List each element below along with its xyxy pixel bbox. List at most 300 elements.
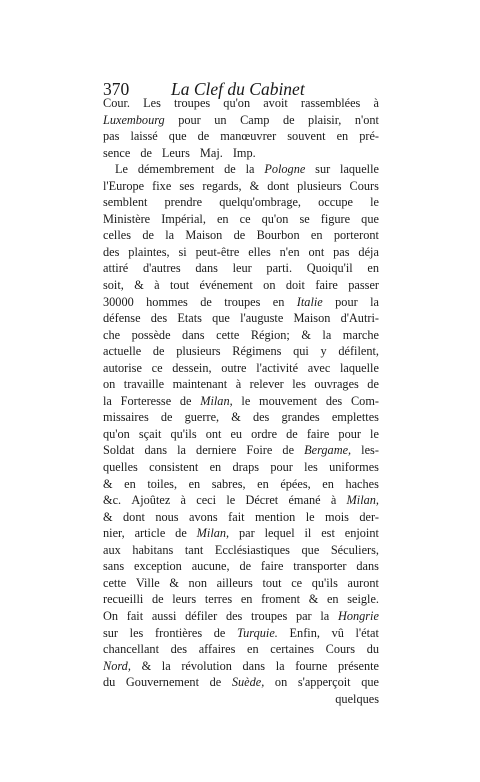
word: on <box>263 278 276 293</box>
word: qu'on <box>103 426 130 441</box>
text-line <box>103 95 379 112</box>
word: on <box>103 377 116 392</box>
word: consistent <box>149 460 199 475</box>
word: auront <box>347 575 379 590</box>
word: ses <box>179 178 195 193</box>
word: leurs <box>172 592 197 607</box>
word: en <box>322 476 334 491</box>
word: on <box>274 675 288 690</box>
word: fait <box>228 509 245 524</box>
word: Ministère <box>103 211 151 226</box>
word: rassemblées <box>300 96 361 110</box>
word: Ecclésiastiques <box>214 542 290 557</box>
word: défilent, <box>338 344 379 359</box>
word: en <box>216 211 229 226</box>
text-line <box>103 509 379 526</box>
word: certaines <box>270 642 314 657</box>
word: en <box>188 476 201 491</box>
word: Milan, <box>200 393 233 408</box>
word: Forteresse <box>120 393 172 408</box>
word: que <box>168 129 187 144</box>
word: en <box>310 228 323 243</box>
word: le <box>370 426 379 441</box>
text-line <box>103 442 379 459</box>
word: par <box>295 608 312 623</box>
word: n'ont <box>354 112 379 127</box>
text-line <box>103 294 379 311</box>
word: de <box>175 526 187 541</box>
text-line <box>103 641 379 658</box>
word: de <box>367 377 379 392</box>
word: cette <box>216 327 240 342</box>
word: & <box>103 509 113 524</box>
word: missaires <box>103 410 149 425</box>
word: emplettes <box>331 410 379 425</box>
word: vû <box>331 625 344 640</box>
word: déja <box>358 244 379 259</box>
word: ont <box>308 244 325 259</box>
word: Bourbon <box>256 228 300 243</box>
word: tout <box>170 278 190 293</box>
word: celles <box>103 228 131 243</box>
text-line <box>103 459 379 476</box>
word: elles <box>248 244 271 259</box>
word: ordre <box>251 426 278 441</box>
word: que <box>212 311 230 326</box>
word: fixe <box>152 178 172 193</box>
word: faire <box>315 278 338 293</box>
word: de <box>151 592 164 607</box>
word: ce <box>151 360 163 375</box>
word: quelles <box>103 460 138 475</box>
word: mouvement <box>259 393 318 408</box>
word: che <box>103 327 121 342</box>
word: présente <box>338 658 379 673</box>
word: avoit <box>263 96 288 110</box>
word: fourne <box>295 658 328 673</box>
word: occupe <box>318 195 353 210</box>
word: Ville <box>135 575 160 590</box>
word: marche <box>342 327 379 342</box>
word: ceci <box>196 493 217 508</box>
word: sur <box>103 625 119 640</box>
word: des <box>225 608 243 623</box>
word: possède <box>131 327 171 342</box>
word: faire <box>306 426 330 441</box>
word: plusieurs <box>297 178 342 193</box>
word: s'apperçoit <box>297 675 351 690</box>
text-line <box>103 244 379 261</box>
word: Foire <box>246 443 273 458</box>
word: outre <box>221 360 247 375</box>
word: regards, <box>202 178 242 193</box>
word: en <box>247 642 259 657</box>
word: est <box>321 526 335 541</box>
text-line <box>103 310 379 327</box>
word: draps <box>232 460 260 475</box>
word: ailleurs <box>216 575 253 590</box>
word: Le <box>115 162 128 177</box>
word: de <box>224 162 236 177</box>
word: plaisir, <box>308 112 342 127</box>
word: n'en <box>279 244 300 259</box>
word: Milan, <box>346 493 379 508</box>
word: grandes <box>281 410 320 425</box>
word: dont <box>123 509 145 524</box>
word: les <box>292 377 306 392</box>
text-line <box>103 591 379 608</box>
word: der- <box>359 509 379 524</box>
word: Région; <box>250 327 290 342</box>
word: événement <box>199 278 253 293</box>
word: la <box>370 294 379 309</box>
word: exception <box>134 559 182 574</box>
word: de <box>213 625 226 640</box>
word: cette <box>103 575 127 590</box>
word: Régimens <box>232 344 282 359</box>
word: du <box>103 675 116 690</box>
word: dans <box>356 559 379 574</box>
word: Séculiers, <box>330 542 379 557</box>
word: ce <box>239 211 251 226</box>
word: d'Autri- <box>340 311 379 326</box>
word: qu'on <box>223 96 251 110</box>
word: prendre <box>164 195 203 210</box>
word: l'Europe <box>103 178 145 193</box>
running-title: La Clef du Cabinet <box>171 79 305 99</box>
word: en <box>209 460 222 475</box>
word: sans <box>103 559 125 574</box>
word: Leurs <box>161 145 190 160</box>
word: de <box>200 294 212 309</box>
text-line <box>103 194 379 211</box>
word: de <box>160 410 173 425</box>
word: leur <box>232 261 252 276</box>
word: passer <box>348 278 379 293</box>
text-line <box>103 409 379 426</box>
text-line <box>103 625 379 642</box>
word: se <box>299 211 310 226</box>
word: &c. <box>103 493 122 508</box>
word: terres <box>204 592 233 607</box>
word: sabres, <box>211 476 246 491</box>
word: nier, <box>103 526 125 541</box>
text-line <box>103 525 379 542</box>
word: épées, <box>280 476 311 491</box>
word: de <box>282 112 295 127</box>
word: de <box>286 426 298 441</box>
word: le <box>370 195 379 210</box>
word: Ajoûtez <box>131 493 171 508</box>
word: Pologne <box>264 162 306 177</box>
catchword: quelques <box>335 691 379 706</box>
word: dans <box>195 261 218 276</box>
word: en <box>240 592 253 607</box>
word: mention <box>254 509 296 524</box>
word: en <box>326 592 339 607</box>
word: fait <box>126 608 144 623</box>
word: sçait <box>138 426 162 441</box>
word: seigle. <box>347 592 379 607</box>
word: Milan, <box>196 526 230 541</box>
word: Cour. <box>103 96 130 110</box>
word: démembrement <box>137 162 215 177</box>
word: dont <box>267 178 290 193</box>
word: de <box>152 344 165 359</box>
word: des <box>325 393 343 408</box>
word: à <box>154 278 160 293</box>
word: ce <box>291 575 303 590</box>
word: plusieurs <box>176 344 221 359</box>
text-line <box>103 343 379 360</box>
word: de <box>233 228 246 243</box>
word: Luxembourg <box>103 112 165 127</box>
word: de <box>239 559 252 574</box>
word: y <box>320 344 327 359</box>
word: il <box>304 526 312 541</box>
word: troupes <box>173 96 211 110</box>
word: la <box>177 443 186 458</box>
word: transporter <box>293 559 347 574</box>
word: Imp. <box>232 145 256 160</box>
word: plaintes, <box>128 244 170 259</box>
word: On <box>103 608 119 623</box>
word: les <box>129 625 144 640</box>
word: la <box>245 162 255 177</box>
word: la <box>103 393 112 408</box>
word: nous <box>155 509 179 524</box>
word: travaille <box>123 377 165 392</box>
word: pour <box>178 112 201 127</box>
text-line <box>103 492 379 509</box>
word: relever <box>249 377 284 392</box>
text-line <box>103 658 379 675</box>
word: Les <box>143 96 161 110</box>
word: toiles, <box>147 476 178 491</box>
word: Gouvernement <box>125 675 199 690</box>
word: Com- <box>350 393 379 408</box>
word: de <box>140 145 152 160</box>
text-line <box>103 227 379 244</box>
word: eu <box>230 426 243 441</box>
word: pré- <box>359 129 379 144</box>
word: recueilli <box>103 592 144 607</box>
text-line <box>103 575 379 592</box>
text-line <box>103 145 379 162</box>
word: laissé <box>130 129 158 144</box>
word: & <box>134 278 144 293</box>
word: Turquie. <box>237 625 278 640</box>
word: Maj. <box>199 145 223 160</box>
word: du <box>366 642 379 657</box>
word: & <box>231 410 241 425</box>
word: dans <box>182 327 205 342</box>
word: doit <box>285 278 305 293</box>
word: de <box>142 228 154 243</box>
word: la <box>320 608 330 623</box>
word: de <box>197 129 210 144</box>
text-line <box>103 277 379 294</box>
word: & <box>169 575 179 590</box>
word: que <box>361 675 379 690</box>
word: frontières <box>154 625 203 640</box>
text-line <box>103 376 379 393</box>
word: Cours <box>325 642 356 657</box>
word: soit, <box>103 278 124 293</box>
word: révolution <box>181 658 232 673</box>
word: dessein, <box>172 360 212 375</box>
word: article <box>134 526 166 541</box>
word: non <box>188 575 207 590</box>
word: l'activité <box>256 360 299 375</box>
word: qu'ils <box>170 426 197 441</box>
word: en <box>257 476 269 491</box>
word: qui <box>293 344 309 359</box>
text-line <box>103 426 379 443</box>
text-line <box>103 260 379 277</box>
word: de <box>282 443 295 458</box>
word: en <box>272 294 285 309</box>
word: Bergame, <box>304 443 352 458</box>
word: en <box>336 129 349 144</box>
word: que <box>301 542 320 557</box>
word: laquelle <box>340 162 379 177</box>
word: hommes <box>146 294 188 309</box>
word: des <box>103 244 120 259</box>
word: défense <box>103 311 141 326</box>
word: sur <box>315 162 331 177</box>
word: lequel <box>264 526 295 541</box>
word: l'état <box>355 625 379 640</box>
word: habitans <box>132 542 174 557</box>
word: autorise <box>103 360 142 375</box>
word: semblent <box>103 195 148 210</box>
word: à <box>235 377 242 392</box>
word: faire <box>260 559 284 574</box>
text-line <box>103 558 379 575</box>
word: sence <box>103 145 131 160</box>
word: à <box>330 493 337 508</box>
word: laquelle <box>340 360 379 375</box>
word: d'autres <box>142 261 181 276</box>
word: la <box>161 658 171 673</box>
word: uniformes <box>329 460 379 475</box>
text-line <box>103 211 379 228</box>
text-line <box>103 360 379 377</box>
word: Nord, <box>103 658 131 673</box>
word: Suède, <box>231 675 265 690</box>
word: chancellant <box>103 642 159 657</box>
word: haches <box>345 476 379 491</box>
word: en <box>124 476 136 491</box>
word: troupes <box>224 294 261 309</box>
word: aux <box>103 542 121 557</box>
text-line <box>103 542 379 559</box>
word: défiler <box>185 608 218 623</box>
text-line <box>103 476 379 493</box>
word: Camp <box>240 112 270 127</box>
word: guerre, <box>184 410 220 425</box>
word: manœuvrer <box>220 129 277 144</box>
word: ont <box>205 426 222 441</box>
word: maintenant <box>172 377 228 392</box>
body-text <box>103 95 379 707</box>
word: aucune, <box>191 559 230 574</box>
text-line <box>103 112 379 129</box>
word: des <box>252 410 270 425</box>
word: aussi <box>151 608 177 623</box>
word: Cours <box>349 178 379 193</box>
text-line <box>103 608 379 625</box>
word: le <box>305 509 315 524</box>
word: Quoiqu'il <box>306 261 353 276</box>
text-line <box>103 128 379 145</box>
word: tout <box>262 575 282 590</box>
word: dans <box>242 658 266 673</box>
word: souvent <box>287 129 326 144</box>
word: le <box>241 393 251 408</box>
word: pas <box>333 244 350 259</box>
word: à <box>373 96 379 110</box>
word: Décret <box>245 493 279 508</box>
word: Italie <box>296 294 323 309</box>
word: 30000 <box>103 294 134 309</box>
text-line <box>103 161 379 178</box>
word: & <box>308 592 319 607</box>
word: Maison <box>185 228 223 243</box>
word: à <box>180 493 187 508</box>
word: peut-être <box>195 244 240 259</box>
word: troupes <box>251 608 288 623</box>
text-line <box>103 327 379 344</box>
word: avec <box>307 360 331 375</box>
word: parti. <box>266 261 293 276</box>
word: avons <box>189 509 218 524</box>
word: de <box>209 675 222 690</box>
word: Maison <box>293 311 331 326</box>
word: des <box>170 642 188 657</box>
word: pour <box>270 460 293 475</box>
word: les- <box>361 443 379 458</box>
word: l'auguste <box>240 311 284 326</box>
word: ouvrages <box>314 377 359 392</box>
word: les <box>304 460 318 475</box>
word: attiré <box>103 261 129 276</box>
word: affaires <box>198 642 236 657</box>
word: pour <box>338 426 361 441</box>
word: quelqu'ombrage, <box>219 195 301 210</box>
word: de <box>179 393 192 408</box>
word: Impérial, <box>161 211 206 226</box>
word: mois <box>325 509 349 524</box>
word: dans <box>144 443 168 458</box>
word: Hongrie <box>337 608 379 623</box>
word: & <box>103 476 113 491</box>
word: émané <box>288 493 321 508</box>
word: actuelle <box>103 344 142 359</box>
page-number: 370 <box>103 79 130 99</box>
word: que <box>361 211 379 226</box>
word: enjoint <box>344 526 379 541</box>
word: pour <box>335 294 358 309</box>
word: Soldat <box>103 443 135 458</box>
word: figure <box>320 211 351 226</box>
word: un <box>214 112 227 127</box>
word: Enfin, <box>289 625 320 640</box>
word: par <box>238 526 255 541</box>
word: qu'ils <box>311 575 338 590</box>
word: la <box>165 228 175 243</box>
